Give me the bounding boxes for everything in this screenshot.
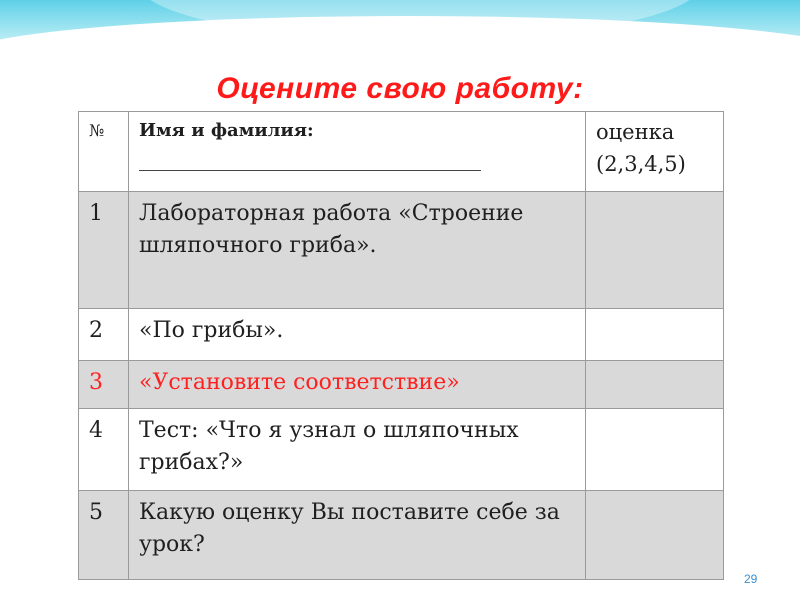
- row-task: Какую оценку Вы поставите себе за урок?: [129, 491, 586, 580]
- row-task: Лабораторная работа «Строение шляпочного гриба».: [129, 192, 586, 309]
- header-name-cell: [129, 112, 586, 192]
- row-number: 5: [79, 491, 129, 580]
- row-number: 2: [79, 309, 129, 361]
- row-task: «По грибы».: [129, 309, 586, 361]
- table-row: [79, 491, 724, 580]
- row-grade-cell[interactable]: [586, 361, 724, 409]
- header-grade: оценка (2,3,4,5): [586, 112, 724, 192]
- page-number: 29: [744, 572, 758, 586]
- top-banner: [0, 0, 800, 58]
- row-grade-cell[interactable]: [586, 409, 724, 491]
- row-grade-cell[interactable]: [586, 491, 724, 580]
- row-grade-cell[interactable]: [586, 309, 724, 361]
- row-task: Тест: «Что я узнал о шляпочных грибах?»: [129, 409, 586, 491]
- header-name: Имя и фамилия:: [139, 120, 314, 141]
- header-number: №: [79, 112, 129, 192]
- row-number: 3: [79, 361, 129, 409]
- row-number: 1: [79, 192, 129, 309]
- slide-title: Оцените свою работу:: [216, 72, 584, 105]
- table-header-row: [79, 112, 724, 192]
- table-row: [79, 361, 724, 409]
- table-row: [79, 309, 724, 361]
- row-task: «Установите соответствие»: [129, 361, 586, 409]
- table-row: [79, 409, 724, 491]
- table-row: [79, 192, 724, 309]
- self-assessment-table: [78, 111, 724, 580]
- row-number: 4: [79, 409, 129, 491]
- name-underline[interactable]: [139, 170, 481, 171]
- banner-wave: [0, 16, 800, 58]
- row-grade-cell[interactable]: [586, 192, 724, 309]
